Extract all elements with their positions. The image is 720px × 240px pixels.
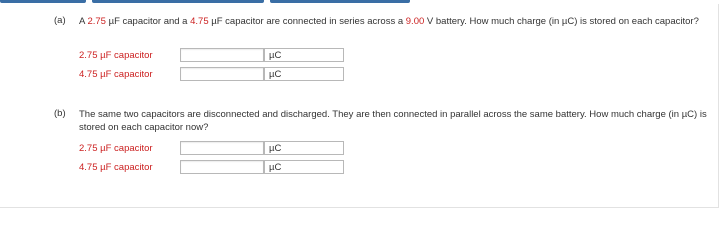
unit-label: µC — [269, 162, 282, 173]
tab-indicator — [270, 0, 410, 3]
answer-row-label: 4.75 µF capacitor — [79, 69, 153, 80]
unit-box — [264, 67, 344, 81]
part-b-question: The same two capacitors are disconnected and discharged. They are then connected in parallel across the same battery. How much charge (in µC) is stored on each capacitor now? — [79, 109, 707, 133]
charge-input-2-75uf-parallel[interactable] — [180, 141, 264, 155]
answer-row-label: 4.75 µF capacitor — [79, 162, 153, 173]
question-text: µF capacitor and a — [105, 16, 191, 27]
unit-label: µC — [269, 69, 282, 80]
unit-box — [264, 48, 344, 62]
voltage-value: 9.00 — [405, 16, 425, 27]
question-text: V battery. How much charge (in µC) is stored on each capacitor? — [424, 16, 699, 27]
question-panel — [0, 4, 719, 208]
unit-label: µC — [269, 143, 282, 154]
capacitance-value: 4.75 — [190, 16, 209, 27]
tab-indicator — [92, 0, 264, 3]
part-b-label: (b) — [54, 108, 66, 119]
charge-input-4-75uf-parallel[interactable] — [180, 160, 264, 174]
question-text: A — [79, 16, 88, 27]
part-a-question — [79, 15, 715, 28]
charge-input-2-75uf-series[interactable] — [180, 48, 264, 62]
capacitance-value: 2.75 — [87, 16, 106, 27]
part-a-label: (a) — [54, 15, 66, 26]
tab-indicator — [0, 0, 86, 3]
unit-box — [264, 160, 344, 174]
answer-row-label: 2.75 µF capacitor — [79, 143, 153, 154]
answer-row-label: 2.75 µF capacitor — [79, 50, 153, 61]
charge-input-4-75uf-series[interactable] — [180, 67, 264, 81]
unit-box — [264, 141, 344, 155]
question-text: µF capacitor are connected in series across a — [208, 16, 406, 27]
unit-label: µC — [269, 50, 282, 61]
